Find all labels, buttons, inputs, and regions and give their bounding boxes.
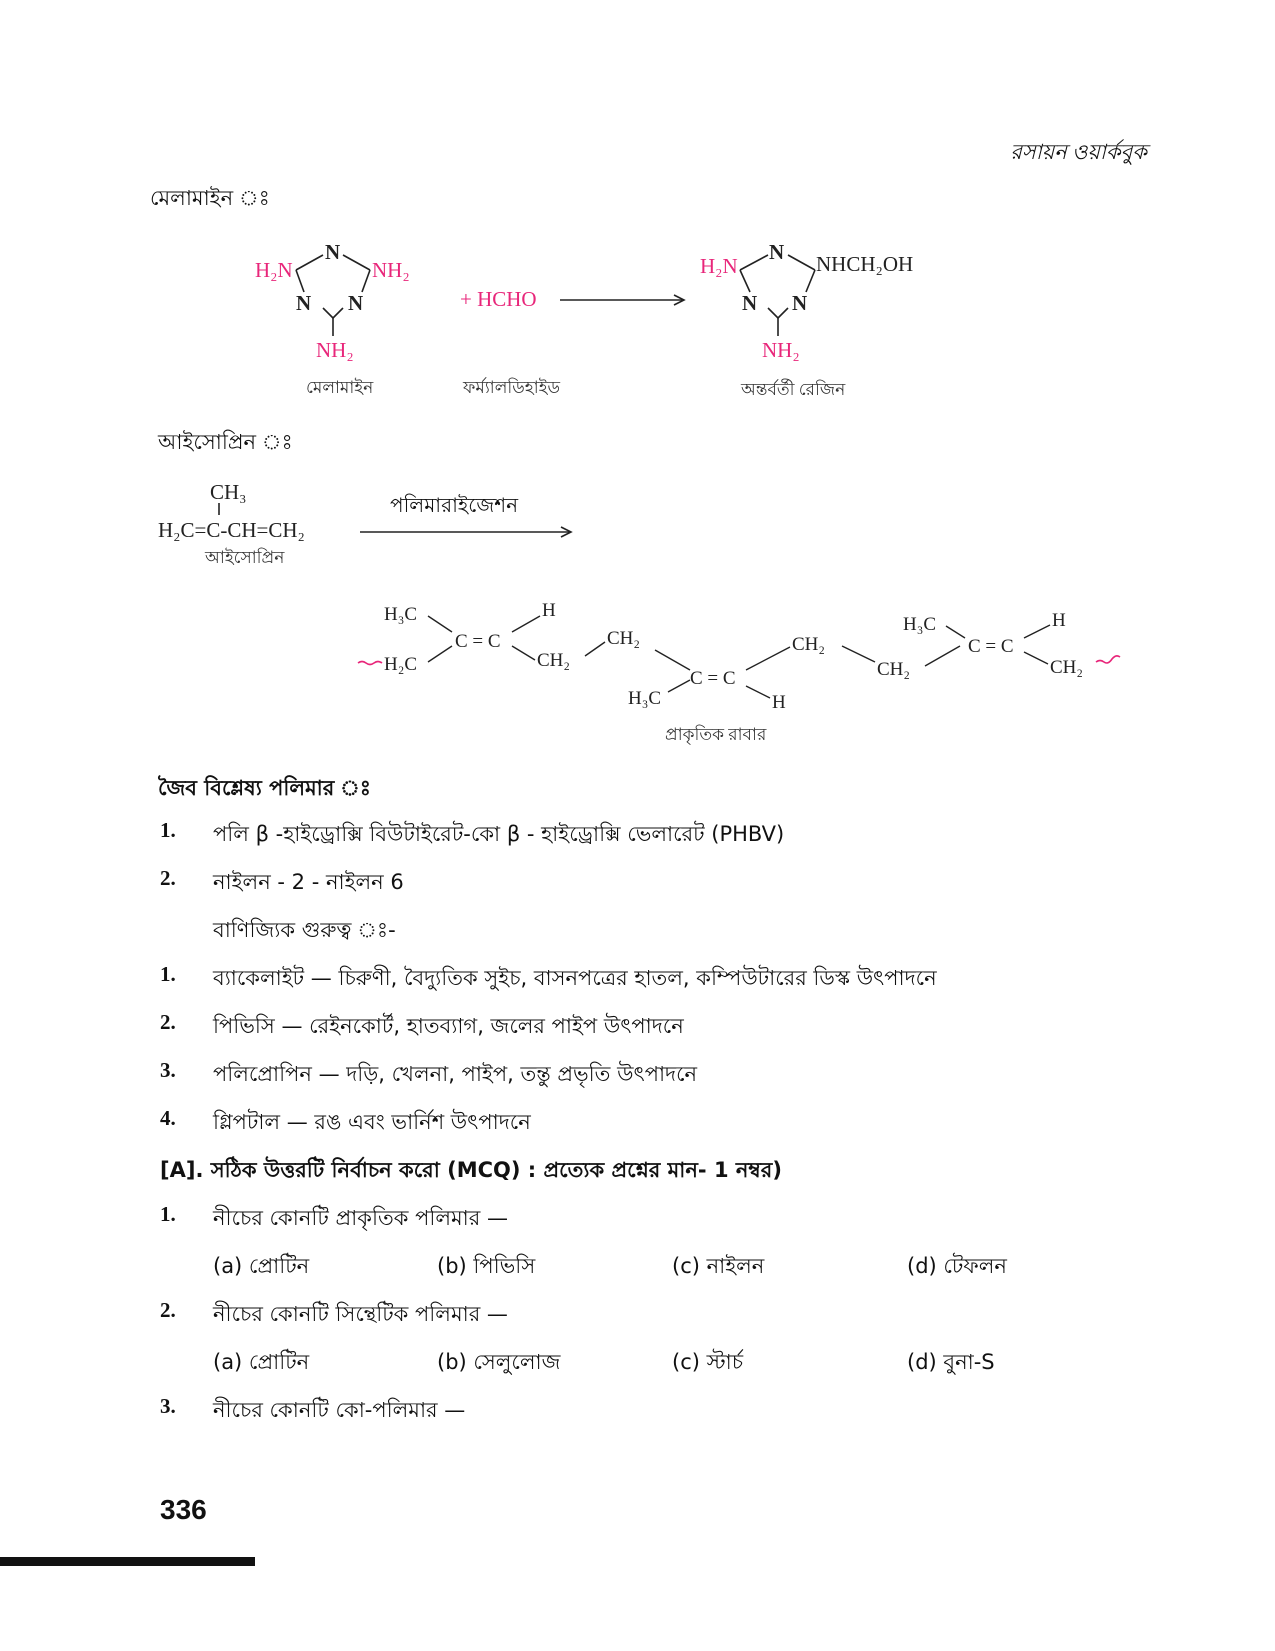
biodegradable-item-2: নাইলন - 2 - নাইলন 6: [213, 870, 404, 894]
reaction-arrow-2: [360, 527, 571, 537]
product-ring-n-top: N: [769, 240, 785, 264]
rubber-ch2-2: CH₂: [607, 628, 641, 649]
melamine-left-group: H₂N: [255, 258, 293, 282]
commercial-item-3: পলিপ্রোপিন — দড়ি, খেলনা, পাইপ, তন্তু প্রভৃতি উৎপাদনে: [213, 1062, 698, 1086]
hcho-formula: + HCHO: [460, 287, 537, 311]
rubber-ch2-5: CH₂: [1050, 657, 1084, 678]
melamine-heading: মেলামাইন ঃ: [150, 186, 270, 210]
natural-rubber-structure: [358, 600, 1120, 713]
mcq-1-option-b: (b) পিভিসি: [437, 1254, 536, 1278]
chain-wave-left: [358, 662, 382, 665]
chain-wave-right: [1096, 656, 1120, 663]
product-ring-n-right: N: [792, 291, 808, 315]
rubber-h-3: H: [1052, 610, 1066, 631]
isoprene-heading: আইসোপ্রিন ঃ: [158, 430, 293, 454]
product-ring-n-left: N: [742, 291, 758, 315]
rubber-h3c-3: H₃C: [903, 614, 937, 635]
mcq-2-option-d: (d) বুনা-S: [907, 1350, 995, 1374]
product-right-group: NHCH₂OH: [816, 252, 914, 276]
rubber-cc-2: C = C: [690, 668, 736, 689]
melamine-ring-n-right: N: [348, 291, 364, 315]
rubber-h2c-1: H₂C: [384, 654, 418, 675]
mcq-heading: [A]. সঠিক উত্তরটি নির্বাচন করো (MCQ) : প্রত্যেক প্রশ্নের মান- 1 নম্বর): [160, 1158, 782, 1182]
rubber-caption: প্রাকৃতিক রাবার: [665, 725, 767, 744]
product-left-group: H₂N: [700, 254, 738, 278]
rubber-h3c-1: H₃C: [384, 604, 418, 625]
rubber-ch2-3: CH₂: [792, 634, 826, 655]
running-header: রসায়ন ওয়ার্কবুক: [1010, 140, 1147, 164]
mcq-question-3: নীচের কোনটি কো-পলিমার —: [213, 1398, 466, 1422]
mcq-question-2: নীচের কোনটি সিন্থেটিক পলিমার —: [213, 1302, 508, 1326]
mcq-1-option-c: (c) নাইলন: [672, 1254, 765, 1278]
mcq-1-option-d: (d) টেফলন: [907, 1254, 1007, 1278]
rubber-h-2: H: [772, 692, 786, 713]
isoprene-methyl: CH₃: [210, 480, 247, 504]
mcq-2-option-b: (b) সেলুলোজ: [437, 1350, 561, 1374]
commercial-num-1: 1.: [160, 962, 176, 986]
melamine-caption: মেলামাইন: [306, 378, 374, 397]
melamine-right-group: NH₂: [372, 258, 410, 282]
product-bottom-group: NH₂: [762, 338, 800, 362]
rubber-ch2-4: CH₂: [877, 659, 911, 680]
mcq-num-1: 1.: [160, 1202, 176, 1226]
biodegradable-heading: জৈব বিশ্লেষ্য পলিমার ঃ: [158, 776, 371, 800]
biodegradable-item-1: পলি β -হাইড্রোক্সি বিউটাইরেট-কো β - হাইড্রোক্সি ভেলারেট (PHBV): [213, 822, 785, 846]
product-caption: অন্তর্বর্তী রেজিন: [741, 380, 846, 399]
commercial-item-1: ব্যাকেলাইট — চিরুণী, বৈদ্যুতিক সুইচ, বাসনপত্রের হাতল, কম্পিউটারের ডিস্ক উৎপাদনে: [213, 966, 937, 990]
reaction-arrow-1: [560, 295, 684, 305]
melamine-ring-n-top: N: [325, 240, 341, 264]
biodegradable-num-2: 2.: [160, 866, 176, 890]
mcq-question-1: নীচের কোনটি প্রাকৃতিক পলিমার —: [213, 1206, 508, 1230]
commercial-item-4: গ্লিপটাল — রঙ এবং ভার্নিশ উৎপাদনে: [213, 1110, 531, 1134]
mcq-num-2: 2.: [160, 1298, 176, 1322]
commercial-num-3: 3.: [160, 1058, 176, 1082]
rubber-ch2-1: CH₂: [537, 650, 571, 671]
rubber-cc-3: C = C: [968, 636, 1014, 657]
rubber-h3c-2: H₃C: [628, 688, 662, 709]
rubber-cc-1: C = C: [455, 631, 501, 652]
biodegradable-num-1: 1.: [160, 818, 176, 842]
commercial-heading: বাণিজ্যিক গুরুত্ব ঃ-: [213, 918, 396, 942]
hcho-caption: ফর্ম্যালডিহাইড: [463, 378, 560, 397]
footer-bar: [0, 1557, 255, 1566]
isoprene-formula: H₂C=C-CH=CH₂: [158, 518, 305, 542]
mcq-2-option-a: (a) প্রোটিন: [213, 1350, 310, 1374]
commercial-num-2: 2.: [160, 1010, 176, 1034]
commercial-num-4: 4.: [160, 1106, 176, 1130]
commercial-item-2: পিভিসি — রেইনকোর্ট, হাতব্যাগ, জলের পাইপ উৎপাদনে: [213, 1014, 684, 1038]
mcq-num-3: 3.: [160, 1394, 176, 1418]
polymerization-label: পলিমারাইজেশন: [390, 495, 519, 517]
isoprene-caption: আইসোপ্রিন: [205, 548, 285, 567]
melamine-bottom-group: NH₂: [316, 338, 354, 362]
mcq-2-option-c: (c) স্টার্চ: [672, 1350, 744, 1374]
mcq-1-option-a: (a) প্রোটিন: [213, 1254, 310, 1278]
chemistry-figures: [0, 0, 1275, 760]
melamine-ring-n-left: N: [296, 291, 312, 315]
page-number: 336: [160, 1494, 207, 1525]
rubber-h-1: H: [542, 600, 556, 621]
